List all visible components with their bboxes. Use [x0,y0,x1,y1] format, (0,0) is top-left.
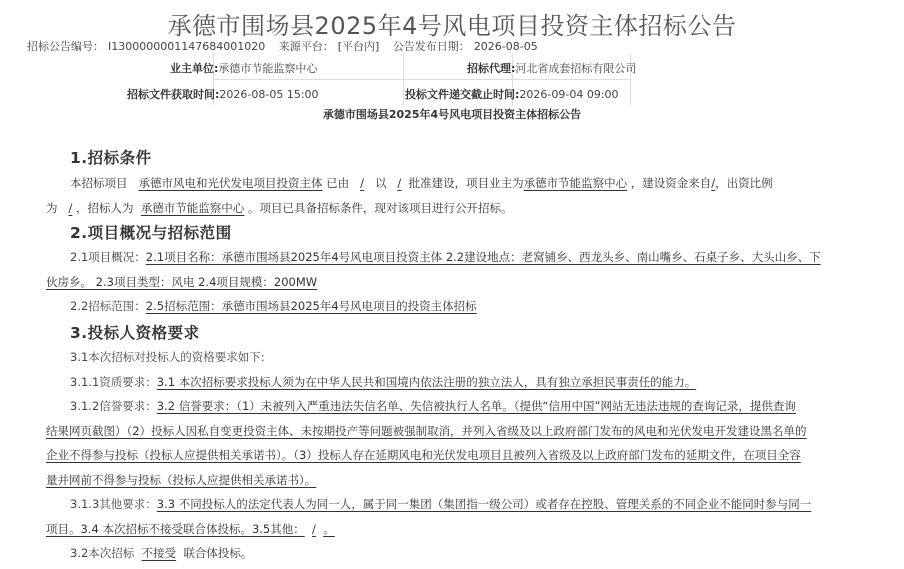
fund-ratio: / [68,200,73,215]
other-req-value: 3.3 不同投标人的法定代表人为同一人，属于同一集团（集团指一级公司）或者存在控股、管理关系的不同企业不能同时参与同一 [156,497,812,511]
consortium-value: 不接受 [141,546,177,560]
deadline-row [405,86,619,102]
credit-value-cont: 结果网页截图）（2）投标人因私自变更投资主体、未按期投产等问题被强制取消，并列入省级及以上政府部门发布的风电和光伏发电开发建设黑名单的 [46,423,807,438]
section-1-paragraph [46,171,854,220]
notice-no-label: 招标公告编号： [27,40,104,53]
notice-title: 承德市围场县2025年4号风电项目投资主体招标公告 [167,12,737,40]
agent-label: 招标代理: [467,62,516,75]
fund-source: / [711,176,716,190]
credit-value-cont: 量并网前不得参与投标（投标人应提供相关承诺书）。 [46,472,317,487]
owner-row [170,60,317,76]
section-3-paragraph [46,345,854,566]
scope-label: 2.2招标范围： [70,299,146,313]
text: ，出资比例 [715,176,773,190]
owner-label: 业主单位: [170,62,219,75]
credit-value: 3.2 信誉要求：（1）未被列入严重违法失信名单、失信被执行人名单。（提供“信用中国”网站无违法违规的查询记录，提供查询 [156,399,796,413]
section-heading-3: 3.投标人资格要求 [70,324,200,342]
tenderer: 承德市节能监察中心 [140,200,245,215]
other-req-value-cont: 项目。3.4 本次招标不接受联合体投标。3.5其他： [46,521,305,536]
text: 本招标项目 [70,176,128,190]
overview-value-cont: 伙房乡。 2.3项目类型：风电 2.4项目规模：200MW [46,274,318,289]
owner-value: 承德市节能监察中心 [218,62,318,75]
section-heading-2: 2.项目概况与招标范围 [70,224,232,242]
doc-time-value: 2026-08-05 15:00 [219,88,319,101]
text: ，招标人为 [76,200,134,215]
other-value: / [312,521,316,536]
approval-authority: / [360,176,364,190]
agent-value: 河北省成套招标有限公司 [515,62,637,75]
info-table-border [213,79,631,80]
deadline-label: 投标文件递交截止时间: [405,88,520,101]
project-owner: 承德市节能监察中心 [523,176,628,190]
text: 批准建设，项目业主为 [408,176,524,190]
source-platform: [平台内] [337,40,380,53]
notice-subtitle: 承德市围场县2025年4号风电项目投资主体招标公告 [322,108,582,121]
section-2-paragraph [46,245,854,319]
qualification-intro: 3.1本次招标对投标人的资格要求如下: [70,350,265,364]
notice-meta [27,38,542,54]
text: 已由 [326,176,350,190]
credit-label: 3.1.2信誉要求： [70,399,157,413]
text: 。 [323,521,335,536]
overview-value: 2.1项目名称：承德市围场县2025年4号风电项目投资主体 2.2建设地点：老窝铺乡、西龙头乡、南山嘴乡、石桌子乡、大头山乡、下 [145,250,821,264]
qualification-label: 3.1.1资质要求： [70,374,157,389]
agent-row [467,60,636,76]
date-label: 公告发布日期： [392,40,470,53]
consortium-label: 3.2本次招标 [70,546,135,560]
text: ，建设资金来自 [630,176,712,190]
publish-date: 2026-08-05 [473,40,538,53]
deadline-value: 2026-09-04 09:00 [519,88,619,101]
notice-no: I1300000001147684001020 [108,40,266,53]
section-heading-1: 1.招标条件 [70,149,152,167]
text: 为 [46,200,58,215]
credit-value-cont: 企业不得参与投标（投标人应提供相关承诺书）。（3）投标人存在延期风电和光伏发电项目且被列入省级及以上政府部门发布的延期文件，在项目全容 [46,448,801,462]
approval-doc: / [397,176,402,190]
other-req-label: 3.1.3其他要求： [70,497,157,511]
doc-time-label: 招标文件获取时间: [127,88,220,101]
project-name: 承德市风电和光伏发电项目投资主体 [138,176,323,190]
text: 联合体投标。 [183,546,253,560]
qualification-value: 3.1 本次招标要求投标人须为在中华人民共和国境内依法注册的独立法人，具有独立承担民事责任的能力。 [156,374,697,389]
scope-value: 2.5招标范围：承德市围场县2025年4号风电项目的投资主体招标 [145,299,477,313]
overview-label: 2.1项目概况： [70,250,146,264]
doc-time-row [127,86,319,102]
text: 以 [374,176,387,190]
source-label: 来源平台： [278,40,334,53]
text: 。项目已具备招标条件，现对该项目进行公开招标。 [247,200,513,215]
